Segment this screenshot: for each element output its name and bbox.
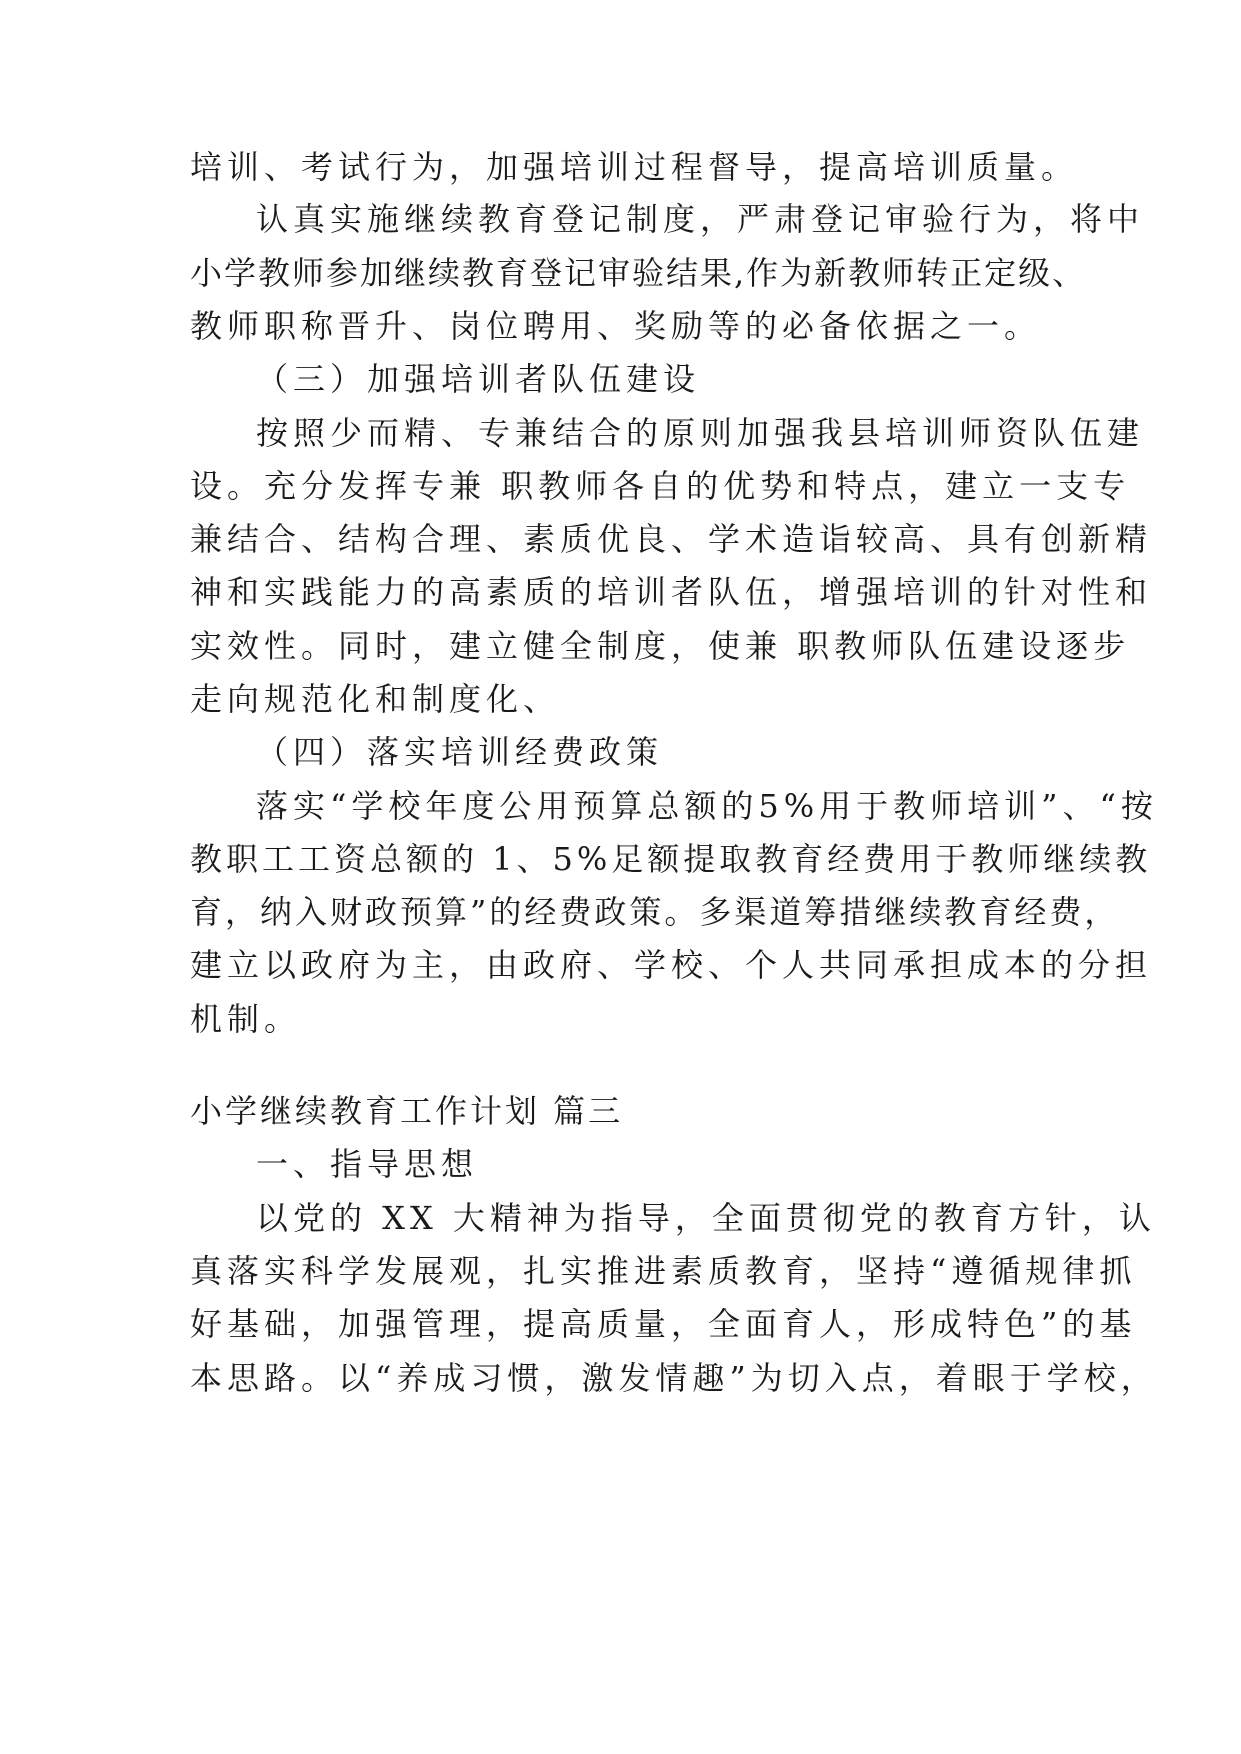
paragraph-line: 落实“学校年度公用预算总额的5%用于教师培训”、“按 bbox=[256, 787, 1158, 825]
article-title: 小学继续教育工作计划 篇三 bbox=[190, 1092, 624, 1130]
paragraph-line: 走向规范化和制度化、 bbox=[190, 680, 561, 718]
paragraph-line: 教职工工资总额的 1、5%足额提取教育经费用于教师继续教 bbox=[190, 840, 1152, 878]
paragraph-line: 建立以政府为主，由政府、学校、个人共同承担成本的分担 bbox=[190, 946, 1153, 984]
paragraph-line: 真落实科学发展观，扎实推进素质教育，坚持“遵循规律抓 bbox=[190, 1252, 1137, 1290]
section-heading: 一、指导思想 bbox=[256, 1145, 479, 1183]
paragraph-line: 教师职称晋升、岗位聘用、奖励等的必备依据之一。 bbox=[190, 307, 1042, 345]
paragraph-line: 本思路。以“养成习惯，激发情趣”为切入点，着眼于学校， bbox=[190, 1359, 1158, 1397]
paragraph-line: 小学教师参加继续教育登记审验结果,作为新教师转正定级、 bbox=[190, 254, 1087, 292]
paragraph-line: 兼结合、结构合理、素质优良、学术造诣较高、具有创新精 bbox=[190, 520, 1153, 558]
paragraph-line: 机制。 bbox=[190, 1000, 302, 1038]
paragraph-line: 按照少而精、专兼结合的原则加强我县培训师资队伍建 bbox=[256, 414, 1145, 452]
paragraph-line: 神和实践能力的高素质的培训者队伍，增强培训的针对性和 bbox=[190, 573, 1153, 611]
paragraph-line: 培训、考试行为，加强培训过程督导，提高培训质量。 bbox=[190, 148, 1079, 186]
paragraph-line: 好基础，加强管理，提高质量，全面育人，形成特色”的基 bbox=[190, 1305, 1137, 1343]
section-heading: （四）落实培训经费政策 bbox=[256, 733, 664, 771]
paragraph-line: 认真实施继续教育登记制度，严肃登记审验行为，将中 bbox=[256, 200, 1145, 238]
paragraph-line: 实效性。同时，建立健全制度，使兼 职教师队伍建设逐步 bbox=[190, 627, 1131, 665]
paragraph-line: 设。充分发挥专兼 职教师各自的优势和特点，建立一支专 bbox=[190, 467, 1131, 505]
paragraph-line: 以党的 XX 大精神为指导，全面贯彻党的教育方针，认 bbox=[256, 1199, 1156, 1237]
paragraph-line: 育，纳入财政预算”的经费政策。多渠道筹措继续教育经费， bbox=[190, 893, 1120, 931]
section-heading: （三）加强培训者队伍建设 bbox=[256, 360, 701, 398]
